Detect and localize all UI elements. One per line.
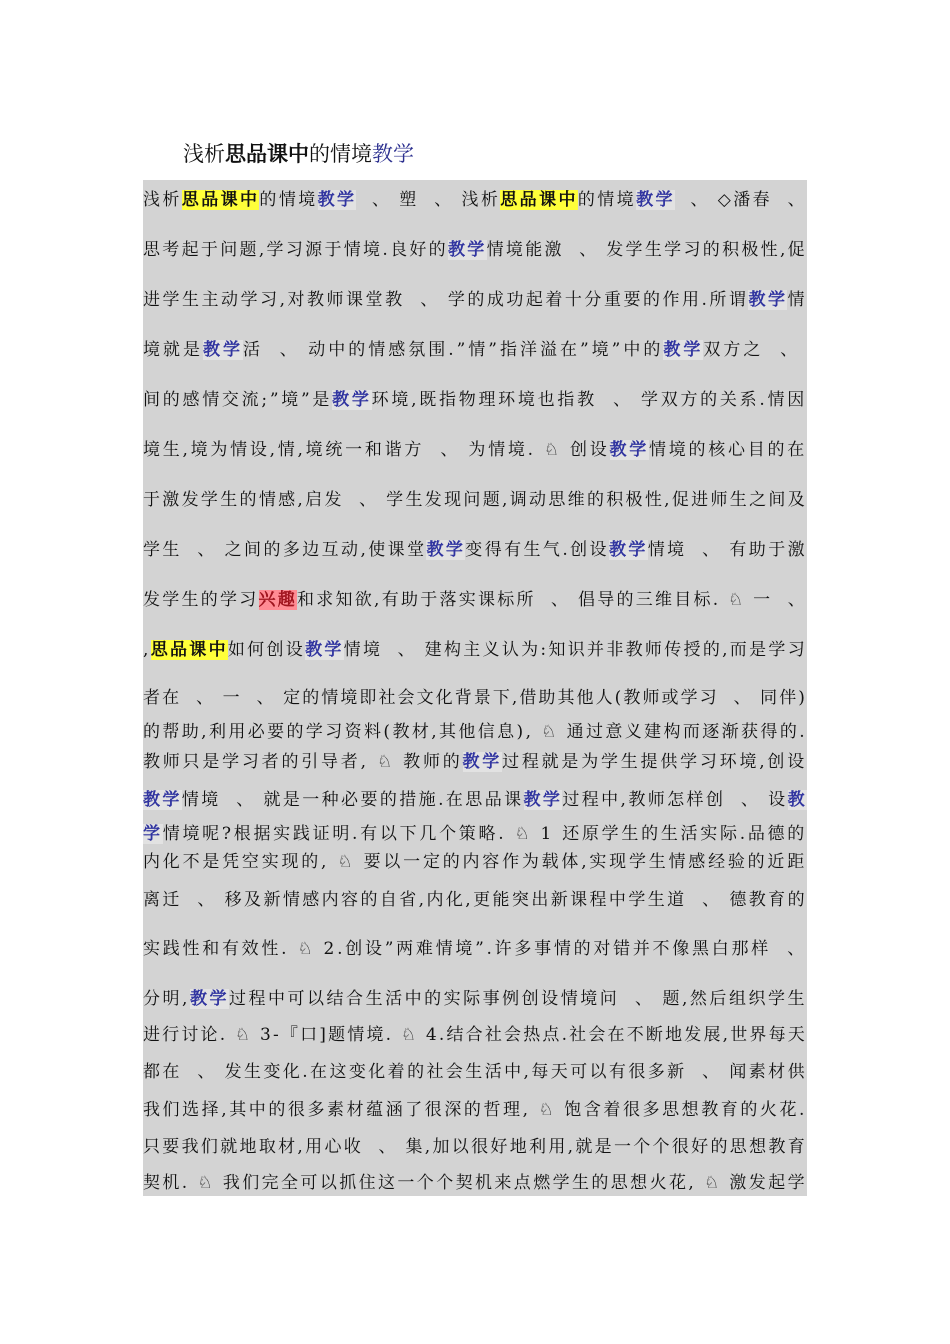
title-keyword: 教学 <box>372 142 414 166</box>
document-title <box>183 138 414 170</box>
text-segment: 情境的核心目的在 <box>649 440 807 460</box>
text-segment: 浅析 <box>143 190 182 210</box>
text-line <box>143 338 807 362</box>
text-segment: 教师只是学习者的引导者, ♘ 教师的 <box>143 752 463 772</box>
text-segment: 情 <box>787 290 807 310</box>
text-segment: 的帮助,利用必要的学习资料(教材,其他信息), ♘ 通过意义建构而逐渐获得的. <box>143 722 807 742</box>
keyword-highlight: 教学 <box>608 540 648 560</box>
line-content <box>143 1171 807 1195</box>
keyword-highlight: 教学 <box>143 790 182 810</box>
text-segment: 进行讨论. ♘ 3-『口]题情境. ♘ 4.结合社会热点.社会在不断地发展,世界每天 <box>143 1025 807 1045</box>
line-content <box>143 1098 807 1122</box>
text-line <box>143 638 807 662</box>
text-segment: 契机. ♘ 我们完全可以抓住这一个个契机来点燃学生的思想火花, ♘ 激发起学 <box>143 1173 807 1193</box>
text-segment: 情境 、 就是一种必要的措施.在思品课 <box>181 790 524 810</box>
keyword-highlight: 教学 <box>317 190 357 210</box>
text-line <box>143 288 807 312</box>
text-segment: 过程中,教师怎样创 、 设 <box>562 790 788 810</box>
title-prefix: 浅析 <box>183 142 225 166</box>
line-content <box>143 1135 807 1159</box>
text-segment: 于激发学生的情感,启发 、 学生发现问题,调动思维的积极性,促进师生之间及 <box>143 490 807 510</box>
keyword-highlight: 教学 <box>609 440 650 460</box>
text-segment: 内化不是凭空实现的, ♘ 要以一定的内容作为载体,实现学生情感经验的近距 <box>143 852 807 872</box>
text-block <box>143 180 807 1196</box>
title-middle: 的情境 <box>309 142 372 166</box>
keyword-highlight: 学 <box>143 824 163 844</box>
line-content <box>143 188 807 212</box>
text-segment: 情境能激 、 发学生学习的积极性,促 <box>486 240 807 260</box>
text-line <box>143 686 807 710</box>
highlight-yellow: 思品课中 <box>150 640 228 660</box>
text-segment: 的情境 <box>259 190 318 210</box>
text-segment: 间的感情交流;”境”是 <box>143 390 333 410</box>
line-content <box>143 488 807 512</box>
text-segment: 境就是 <box>143 340 203 360</box>
line-content <box>143 638 807 662</box>
text-segment: 都在 、 发生变化.在这变化着的社会生活中,每天可以有很多新 、 闻素材供 <box>143 1062 807 1082</box>
text-segment: 分明, <box>143 989 190 1009</box>
keyword-highlight: 教学 <box>462 752 503 772</box>
line-content <box>143 438 807 462</box>
line-content <box>143 750 807 774</box>
text-segment: 情境 、 建构主义认为:知识并非教师传授的,而是学习 <box>343 640 807 660</box>
text-line <box>143 788 807 812</box>
text-line <box>143 750 807 774</box>
line-content <box>143 388 807 412</box>
keyword-highlight: 教学 <box>663 340 704 360</box>
text-segment: 情境呢?根据实践证明.有以下几个策略. ♘ 1 还原学生的生活实际.品德的 <box>162 824 808 844</box>
text-line <box>143 1171 807 1195</box>
text-segment: 环境,既指物理环境也指教 、 学双方的关系.情因 <box>371 390 807 410</box>
keyword-highlight: 教学 <box>332 390 372 410</box>
text-segment: 、 塑 、 浅析 <box>356 190 501 210</box>
keyword-highlight: 教学 <box>748 290 788 310</box>
highlight-yellow: 思品课中 <box>500 190 578 210</box>
keyword-highlight: 教 <box>787 790 807 810</box>
keyword-highlight: 教学 <box>523 790 563 810</box>
line-content <box>143 888 807 912</box>
text-segment: 变得有生气.创设 <box>465 540 609 560</box>
text-segment: 者在 、 一 、 定的情境即社会文化背景下,借助其他人(教师或学习 、 同伴) <box>143 688 807 708</box>
text-line <box>143 488 807 512</box>
text-segment: 只要我们就地取材,用心收 、 集,加以很好地利用,就是一个个很好的思想教育 <box>143 1137 807 1157</box>
text-segment: 双方之 、 <box>703 340 801 360</box>
highlight-red: 兴趣 <box>258 590 298 610</box>
text-segment: 过程就是为学生提供学习环境,创设 <box>502 752 807 772</box>
text-line <box>143 1023 807 1047</box>
highlight-yellow: 思品课中 <box>181 190 260 210</box>
text-segment: 情境 、 有助于激 <box>647 540 807 560</box>
line-content <box>143 588 807 612</box>
line-content <box>143 987 807 1011</box>
text-segment: 离迁 、 移及新情感内容的自省,内化,更能突出新课程中学生道 、 德教育的 <box>143 890 807 910</box>
line-content <box>143 1060 807 1084</box>
line-content <box>143 822 807 846</box>
line-content <box>143 288 807 312</box>
text-segment: 进学生主动学习,对教师课堂教 、 学的成功起着十分重要的作用.所谓 <box>143 290 749 310</box>
line-content <box>143 788 807 812</box>
text-line <box>143 720 807 744</box>
text-segment: 的情境 <box>577 190 637 210</box>
text-line <box>143 888 807 912</box>
keyword-highlight: 教学 <box>189 989 229 1009</box>
text-line <box>143 188 807 212</box>
line-content <box>143 937 807 961</box>
text-segment: 和求知欲,有助于落实课标所 、 倡导的三维目标. ♘ 一 、 <box>297 590 807 610</box>
line-content <box>143 338 800 362</box>
text-segment: 如何创设 <box>227 640 306 660</box>
text-segment: 实践性和有效性. ♘ 2.创设”两难情境”.许多事情的对错并不像黑白那样 、 <box>143 939 807 959</box>
text-segment: 我们选择,其中的很多素材蕴涵了很深的哲理, ♘ 饱含着很多思想教育的火花. <box>143 1100 807 1120</box>
text-segment: 学生 、 之间的多边互动,使课堂 <box>143 540 427 560</box>
text-line <box>143 987 807 1011</box>
text-line <box>143 388 807 412</box>
keyword-highlight: 教学 <box>203 340 243 360</box>
text-line <box>143 1098 807 1122</box>
text-segment: 活 、 动中的情感氛围.”情”指洋溢在”境”中的 <box>243 340 664 360</box>
text-segment: 境生,境为情设,情,境统一和谐方 、 为情境. ♘ 创设 <box>143 440 610 460</box>
text-segment: 过程中可以结合生活中的实际事例创设情境问 、 题,然后组织学生 <box>228 989 807 1009</box>
text-line <box>143 850 807 874</box>
text-line <box>143 822 807 846</box>
text-segment: 、 ◇潘春 、 <box>674 190 807 210</box>
text-line <box>143 1135 807 1159</box>
line-content <box>143 238 807 262</box>
keyword-highlight: 教学 <box>447 240 487 260</box>
keyword-highlight: 教学 <box>426 540 466 560</box>
line-content <box>143 686 807 710</box>
text-segment: 发学生的学习 <box>143 590 259 610</box>
text-line <box>143 937 807 961</box>
line-content <box>143 720 807 744</box>
keyword-highlight: 教学 <box>305 640 344 660</box>
text-segment: , <box>143 640 151 660</box>
title-bold: 思品课中 <box>225 142 309 166</box>
text-line <box>143 238 807 262</box>
keyword-highlight: 教学 <box>636 190 675 210</box>
text-line <box>143 538 807 562</box>
text-line <box>143 588 807 612</box>
line-content <box>143 850 807 874</box>
text-line <box>143 1060 807 1084</box>
text-segment: 思考起于问题,学习源于情境.良好的 <box>143 240 448 260</box>
line-content <box>143 538 807 562</box>
text-line <box>143 438 807 462</box>
line-content <box>143 1023 807 1047</box>
